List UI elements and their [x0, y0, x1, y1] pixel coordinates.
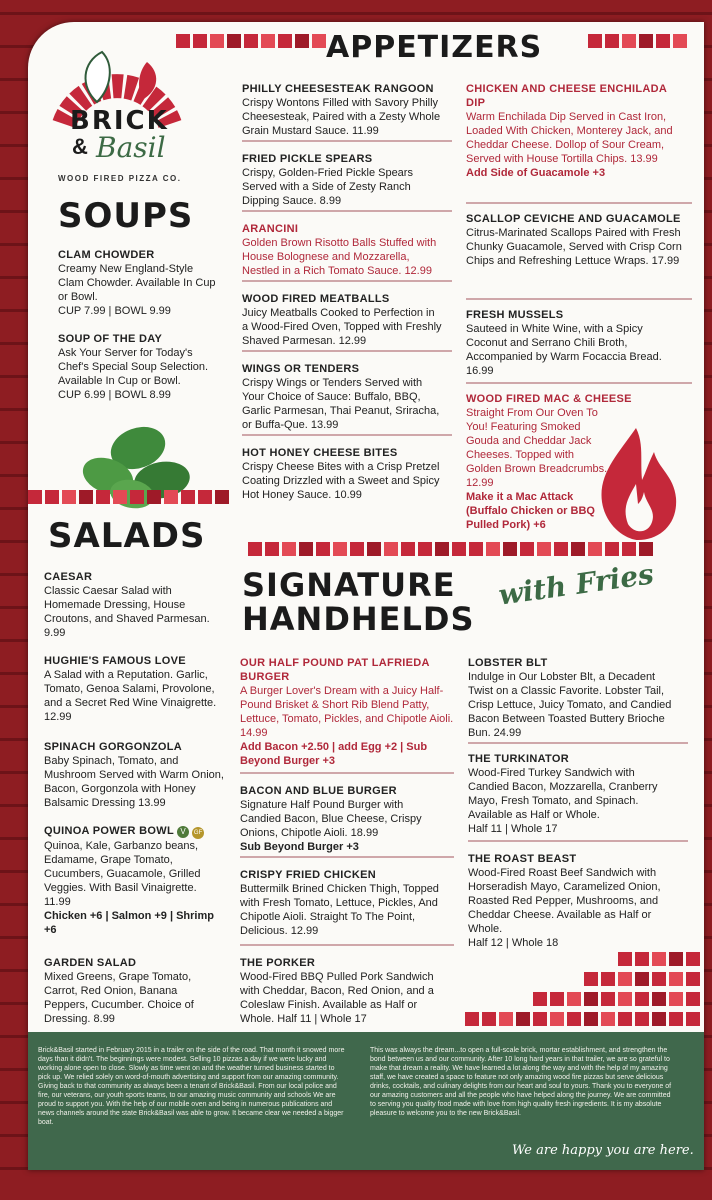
footer-signature: We are happy you are here. [512, 1143, 694, 1158]
tile-strip-top-right [588, 34, 687, 48]
appetizer-item: WOOD FIRED MEATBALLS Juicy Meatballs Cooked to Perfection in a Wood-Fired Oven, Topped with Freshly Shaved Parmesan. 12.99 [242, 293, 442, 347]
signature-heading: SIGNATURE [242, 566, 456, 604]
menu-sheet [28, 22, 704, 1170]
tile-stair-row [465, 1012, 700, 1026]
gluten-free-badge: GF [192, 827, 204, 839]
appetizer-item: HOT HONEY CHEESE BITES Crispy Cheese Bites with a Crisp Pretzel Coating Drizzled with a Sweet and Spicy Hot Honey Sauce. 10.99 [242, 447, 440, 501]
tile-strip-left [28, 490, 229, 504]
handheld-item: THE PORKER Wood-Fired BBQ Pulled Pork Sandwich with Cheddar, Bacon, Red Onion, and a Coleslaw Finish. Available as Half or Whole. Half 11 | Whole 17 [240, 957, 434, 1025]
tile-strip-handhelds [248, 542, 653, 556]
handheld-item: CRISPY FRIED CHICKEN Buttermilk Brined Chicken Thigh, Topped with Fresh Tomato, Lettuce, Pickles, And Chipotle Aioli. Straight To The Point, Delicious. 12.99 [240, 869, 439, 937]
soup-item: SOUP OF THE DAY Ask Your Server for Today's Chef's Special Soup Selection. Available In Cup or Bowl. CUP 6.99 | BOWL 8.99 [58, 333, 209, 401]
tile-stair-row [618, 952, 700, 966]
handhelds-heading: HANDHELDS [242, 600, 475, 638]
salads-heading: SALADS [48, 516, 206, 556]
footer-story-right: This was always the dream...to open a full-scale brick, mortar establishment, and strengthen the bond between us and our community. After 10 long hard years in that trailer, we are so grateful to make that dream a reality. We have learned a lot along the way and with the help of my amazing staff, we have created a space to feature not only amazing wood fire pizzas but serve delicious drinks, cocktails, and culinary delights from our heart and soul to yours. Thank you to everyone of our amazing customers and all the people who have helped along the journey. We are committed to serving you quality food made with love from high quality fresh ingredients. It is my absolute pleasure to welcome you to the new Brick&Basil. [370, 1047, 672, 1117]
appetizer-item: SCALLOP CEVICHE AND GUACAMOLE Citrus-Marinated Scallops Paired with Fresh Chunky Guacamole, Served with Crisp Corn Chips and Refreshing Lettuce Wraps. 17.99 [466, 213, 682, 267]
handheld-item: LOBSTER BLT Indulge in Our Lobster Blt, a Decadent Twist on a Classic Favorite. Lobster Tail, Crisp Lettuce, Juicy Tomato, and Candied Bacon Between Toasted Buttery Brioche Bun. 24.99 [468, 657, 672, 739]
tile-stair-row [584, 972, 700, 986]
salad-item: GARDEN SALAD Mixed Greens, Grape Tomato, Carrot, Red Onion, Banana Peppers, Cucumber. Choice of Dressing. 8.99 [44, 957, 194, 1025]
vegan-badge: V [177, 826, 189, 838]
salad-item: SPINACH GORGONZOLA Baby Spinach, Tomato, and Mushroom Served with Warm Onion, Bacon, Gorgonzola with Honey Balsamic Dressing 13.99 [44, 741, 224, 809]
logo-brick: BRICK [70, 106, 169, 136]
soups-heading: SOUPS [58, 196, 194, 236]
salad-item: QUINOA POWER BOWL V GF Quinoa, Kale, Garbanzo beans, Edamame, Grape Tomato, Cucumbers, Guacamole, Grilled Veggies. With Basil Vinaigrette. 11.99 Chicken +6 | Salmon +9 | Shrimp +6 [44, 825, 214, 936]
appetizer-item: FRESH MUSSELS Sauteed in White Wine, with a Spicy Coconut and Serrano Chili Broth, Accompanied by Warm Focaccia Bread. 16.99 [466, 309, 662, 377]
salad-item: HUGHIE'S FAMOUS LOVE A Salad with a Reputation. Garlic, Tomato, Genoa Salami, Provolone, and a Secret Red Wine Vinaigrette. 12.99 [44, 655, 217, 723]
appetizers-heading: APPETIZERS [326, 30, 543, 65]
logo-basil: Basil [96, 131, 166, 164]
handheld-item: THE ROAST BEAST Wood-Fired Roast Beef Sandwich with Horseradish Mayo, Caramelized Onion, Roasted Red Pepper, Mushrooms, and Cheddar Cheese. Available as Half or Whole. Half 12 | Whole 18 [468, 853, 661, 949]
story-footer [28, 1032, 704, 1170]
appetizer-item: ARANCINI Golden Brown Risotto Balls Stuffed with House Bolognese and Mozzarella, Nestled in a Rich Tomato Sauce. 12.99 [242, 223, 437, 277]
with-fries-script: with Fries [496, 557, 656, 612]
salad-item: CAESAR Classic Caesar Salad with Homemade Dressing, House Croutons, and Shaved Parmesan. 9.99 [44, 571, 210, 639]
flame-icon [588, 424, 684, 544]
appetizer-item: CHICKEN AND CHEESE ENCHILADA DIP Warm Enchilada Dip Served in Cast Iron, Loaded With Chicken, Monterey Jack, and Cheddar Cheese. Dollop of Sour Cream, Served with House Tortilla Chips. 13.99 Add Side of Guacamole +3 [466, 83, 673, 179]
handheld-item: BACON AND BLUE BURGER Signature Half Pound Burger with Candied Bacon, Blue Cheese, Crispy Onions, Chipotle Aioli. 18.99 Sub Beyond Burger +3 [240, 785, 422, 853]
footer-story-left: Brick&Basil started in February 2015 in a trailer on the side of the road. That month it snowed more days than it didn't. The beginnings were modest. Selling 10 pizzas a day if we were lucky and working alone open to close. Slowly as time went on and the weather turned business started to pick up. We relied solely on word-of-mouth advertising and support from our amazing community. Giving back to that community as always been a tenant of Brick&Basil. From our local police and fire, our veterans, our youth sports teams, to our amazing music community and schools We are proud to support you. With the help of our mobile oven and being in numerous publications and news channels around the state Brick&Basil was able to grow. It became clear we needed a bigger boat. [38, 1047, 345, 1126]
logo [42, 32, 192, 182]
logo-tagline: WOOD FIRED PIZZA CO. [58, 174, 182, 183]
handheld-item: THE TURKINATOR Wood-Fired Turkey Sandwich with Candied Bacon, Mozzarella, Cranberry Mayo, Fresh Tomato, and Spinach. Available as Half or Whole. Half 11 | Whole 17 [468, 753, 658, 835]
logo-amp: & [72, 134, 88, 159]
appetizer-item: PHILLY CHEESESTEAK RANGOON Crispy Wontons Filled with Savory Philly Cheesesteak, Paired with a Zesty Whole Grain Mustard Sauce. 11.99 [242, 83, 441, 137]
soup-item: CLAM CHOWDER Creamy New England-Style Clam Chowder. Available In Cup or Bowl. CUP 7.99 | BOWL 9.99 [58, 249, 216, 317]
tile-stair-row [533, 992, 700, 1006]
handheld-item: OUR HALF POUND PAT LAFRIEDA BURGER A Burger Lover's Dream with a Juicy Half-Pound Brisket & Short Rib Blend Patty, Lettuce, Tomato, Pickles, and Chipotle Aioli. 14.99 Add Bacon +2.50 | add Egg +2 | Sub Beyond Burger +3 [240, 657, 454, 767]
appetizer-item: WINGS OR TENDERS Crispy Wings or Tenders Served with Your Choice of Sauce: Buffalo, BBQ, Garlic Parmesan, Thai Peanut, Sriracha, or Buffa-Que. 13.99 [242, 363, 440, 431]
appetizer-item: FRIED PICKLE SPEARS Crispy, Golden-Fried Pickle Spears Served with a Side of Zesty Ranch Dipping Sauce. 8.99 [242, 153, 413, 207]
appetizer-item: WOOD FIRED MAC & CHEESE Straight From Our Oven To You! Featuring Smoked Gouda and Cheddar Jack Cheeses. Topped with Golden Brown Breadcrumbs. 12.99 Make it a Mac Attack (Buffalo Chicken or BBQ Pulled Pork) +6 [466, 393, 632, 531]
tile-strip-top-left [176, 34, 326, 48]
